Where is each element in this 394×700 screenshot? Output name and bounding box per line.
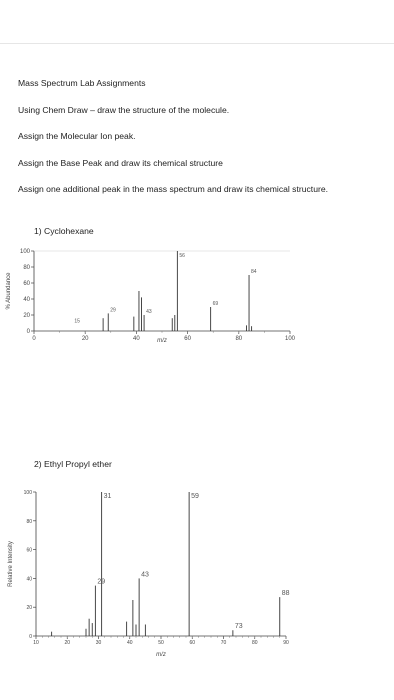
peak-label: 31 bbox=[103, 493, 112, 500]
y-tick-label: 40 bbox=[26, 576, 32, 583]
instructions bbox=[18, 78, 390, 211]
x-tick-label: 90 bbox=[283, 640, 289, 646]
x-tick-label: 0 bbox=[32, 336, 36, 342]
y-tick-label: 0 bbox=[29, 634, 32, 640]
x-tick-label: 30 bbox=[95, 640, 102, 646]
section-heading-cyclohexane: 1) Cyclohexane bbox=[34, 226, 94, 236]
y-tick-label: 40 bbox=[23, 297, 30, 303]
x-tick-label: 20 bbox=[64, 640, 71, 646]
x-tick-label: 60 bbox=[189, 640, 196, 646]
instruction-line: Assign one additional peak in the mass spectrum and draw its chemical structure. bbox=[18, 184, 329, 194]
y-tick-label: 100 bbox=[23, 490, 32, 496]
peak-label: 88 bbox=[281, 590, 290, 598]
instruction-line: Using Chem Draw – draw the structure of the molecule. bbox=[18, 104, 230, 115]
x-tick-label: 50 bbox=[158, 640, 164, 646]
peak-label: 15 bbox=[74, 318, 80, 325]
x-tick-label: 80 bbox=[251, 640, 258, 646]
x-tick-label: 60 bbox=[184, 336, 191, 342]
ethyl-propyl-ether-mass-spectrum bbox=[0, 478, 394, 678]
peak-label: 84 bbox=[251, 269, 257, 275]
peak-label: 29 bbox=[110, 307, 116, 314]
peak-label: 59 bbox=[191, 493, 199, 500]
x-tick-label: 20 bbox=[81, 336, 89, 342]
x-axis-label: m/z bbox=[156, 652, 166, 658]
x-tick-label: 80 bbox=[235, 336, 243, 342]
peak-label: 29 bbox=[97, 578, 106, 586]
y-tick-label: 80 bbox=[26, 518, 32, 525]
y-tick-label: 60 bbox=[23, 281, 30, 287]
y-axis-label: Relative Intensity bbox=[8, 541, 14, 587]
peak-label: 43 bbox=[141, 571, 149, 579]
y-tick-label: 60 bbox=[26, 547, 32, 554]
y-tick-label: 20 bbox=[23, 313, 30, 319]
instruction-line: Assign the Base Peak and draw its chemical structure bbox=[18, 157, 223, 168]
x-tick-label: 100 bbox=[284, 336, 296, 342]
y-tick-label: 20 bbox=[26, 605, 32, 612]
document-title: Mass Spectrum Lab Assignments bbox=[18, 78, 146, 88]
page-header-area bbox=[0, 0, 394, 44]
x-axis-label: m/z bbox=[157, 338, 167, 344]
peak-label: 43 bbox=[146, 309, 152, 315]
x-tick-label: 70 bbox=[220, 640, 227, 646]
peak-label: 69 bbox=[212, 301, 219, 307]
x-tick-label: 10 bbox=[33, 640, 39, 646]
y-axis-label: % Abundance bbox=[6, 272, 12, 310]
y-tick-label: 100 bbox=[19, 249, 30, 255]
peak-label: 56 bbox=[179, 253, 185, 259]
y-tick-label: 0 bbox=[26, 329, 30, 335]
x-tick-label: 40 bbox=[133, 336, 140, 342]
section-heading-ethyl-propyl-ether: 2) Ethyl Propyl ether bbox=[34, 459, 112, 469]
instruction-line: Assign the Molecular Ion peak. bbox=[18, 131, 136, 141]
cyclohexane-mass-spectrum bbox=[0, 243, 394, 343]
y-tick-label: 80 bbox=[23, 265, 30, 271]
peak-label: 73 bbox=[234, 623, 243, 631]
x-tick-label: 40 bbox=[126, 640, 133, 646]
